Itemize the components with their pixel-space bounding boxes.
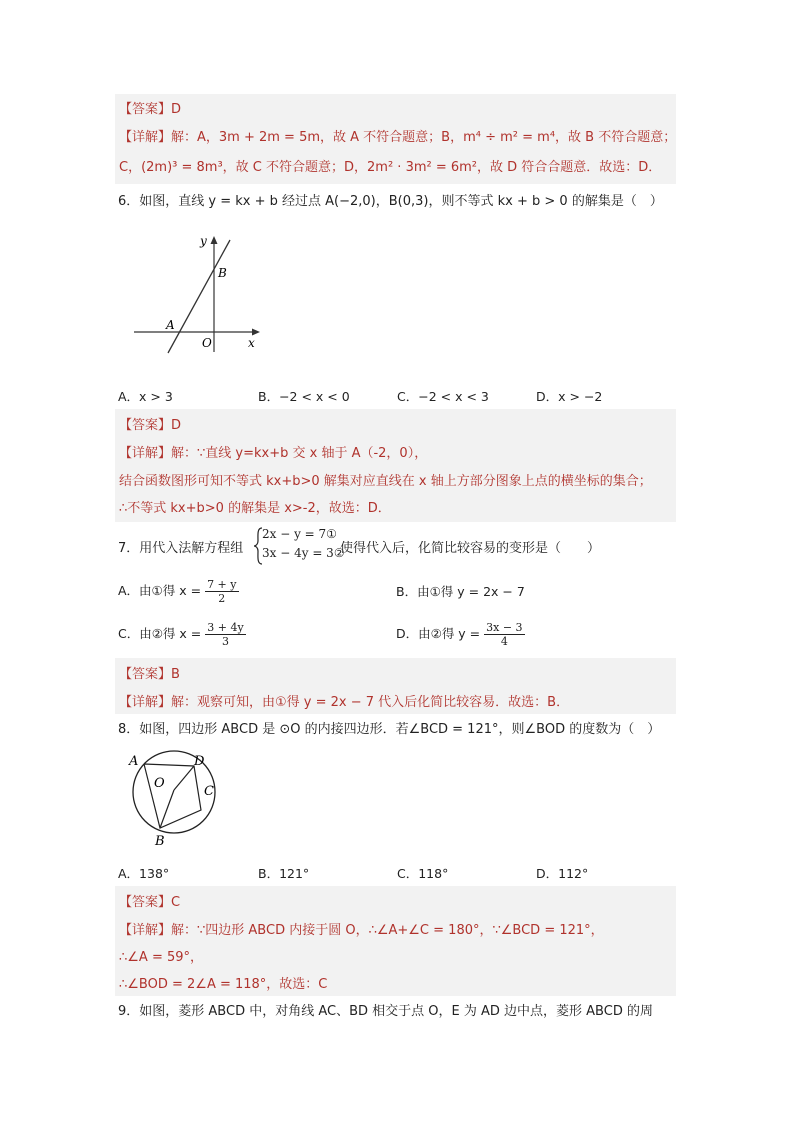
segment-od [174,766,194,790]
q8-answer-block [115,886,676,996]
q7-question-suffix: 使得代入后，化简比较容易的变形是（ ） [340,541,601,556]
q6-detail-line-3: ∴不等式 kx+b>0 的解集是 x>-2，故选：D． [119,501,391,516]
y-axis-arrow-icon [211,236,218,244]
q6-option-a: A．x > 3 [118,389,173,404]
line-y-kx-b [168,240,230,353]
q7-option-c-numerator: 3 + 4y [207,621,244,634]
q6-option-d: D．x > −2 [536,389,603,404]
q6-question: 6．如图，直线 y = kx + b 经过点 A(−2,0)，B(0,3)，则不等式 kx + b > 0 的解集是（ ） [118,194,663,209]
q7-option-d-prefix: D．由②得 y = [396,626,481,641]
label-b: B [155,834,165,849]
q7-detail-line-1: 【详解】解：观察可知，由①得 y = 2x − 7 代入后化简比较容易．故选：B． [119,695,570,710]
q7-option-d [396,621,525,648]
q7-equation-1: 2x − y = 7① [262,527,337,541]
q7-option-c-prefix: C．由②得 x = [118,626,202,641]
point-a-label: A [166,318,175,332]
q6-option-c: C．−2 < x < 3 [397,389,489,404]
q7-option-c-fraction [205,621,245,648]
label-c: C [204,784,214,799]
q8-option-c: C．118° [397,866,449,881]
q5-answer: 【答案】D [119,102,182,117]
q6-detail-line-1: 【详解】解：∵直线 y=kx+b 交 x 轴于 A（-2，0）， [119,446,428,461]
q8-circle-diagram [122,750,232,850]
q7-option-a-fraction [205,578,238,605]
q7-option-b: B．由①得 y = 2x − 7 [396,584,525,599]
q8-detail-line-3: ∴∠BOD = 2∠A = 118°，故选：C [119,977,328,992]
quadrilateral-abcd [144,764,201,828]
origin-label: O [202,336,212,350]
q6-answer-block [115,409,676,522]
q7-option-a-denominator: 2 [218,592,226,605]
q5-detail-line-1: 【详解】解：A，3m + 2m = 5m，故 A 不符合题意；B，m⁴ ÷ m² = m⁴，故 B 不符合题意； [119,130,677,145]
q7-option-a [118,578,239,605]
label-o: O [154,776,165,791]
q7-option-a-prefix: A．由①得 x = [118,583,202,598]
q6-answer: 【答案】D [119,418,182,433]
q7-option-d-denominator: 4 [500,635,508,648]
q5-detail-line-2: C，(2m)³ = 8m³，故 C 不符合题意；D，2m² · 3m² = 6m²，故 D 符合合题意．故选：D． [119,160,662,175]
q8-detail-line-2: ∴∠A = 59°， [119,950,204,965]
x-axis-label: x [248,336,255,350]
x-axis-arrow-icon [252,329,260,336]
q6-detail-line-2: 结合函数图形可知不等式 kx+b>0 解集对应直线在 x 轴上方部分图象上点的横坐标的集合； [119,474,652,489]
label-d: D [194,754,205,769]
q8-option-b: B．121° [258,866,310,881]
q7-answer: 【答案】B [119,667,180,682]
q8-detail-line-1: 【详解】解：∵四边形 ABCD 内接于圆 O，∴∠A+∠C = 180°，∵∠BCD = 121°， [119,923,604,938]
q9-question: 9．如图，菱形 ABCD 中，对角线 AC、BD 相交于点 O，E 为 AD 边中点，菱形 ABCD 的周 [118,1004,653,1019]
point-b-label: B [218,266,227,280]
q8-question: 8．如图，四边形 ABCD 是 ⊙O 的内接四边形．若∠BCD = 121°，则∠BOD 的度数为（ ） [118,722,661,737]
q8-answer: 【答案】C [119,895,181,910]
q8-option-d: D．112° [536,866,589,881]
q6-option-b: B．−2 < x < 0 [258,389,350,404]
q7-option-d-fraction [484,621,524,648]
q7-option-a-numerator: 7 + y [207,578,237,591]
q7-answer-block [115,658,676,714]
q8-option-a: A．138° [118,866,170,881]
q5-answer-block [115,94,676,184]
label-a: A [129,754,139,769]
y-axis-label: y [200,234,207,248]
q6-graph [128,230,268,355]
q7-option-c [118,621,246,648]
q7-option-d-numerator: 3x − 3 [486,621,523,634]
q7-question-prefix: 7．用代入法解方程组 [118,541,244,556]
q7-equation-2: 3x − 4y = 3② [262,546,345,560]
q7-option-c-denominator: 3 [221,635,229,648]
